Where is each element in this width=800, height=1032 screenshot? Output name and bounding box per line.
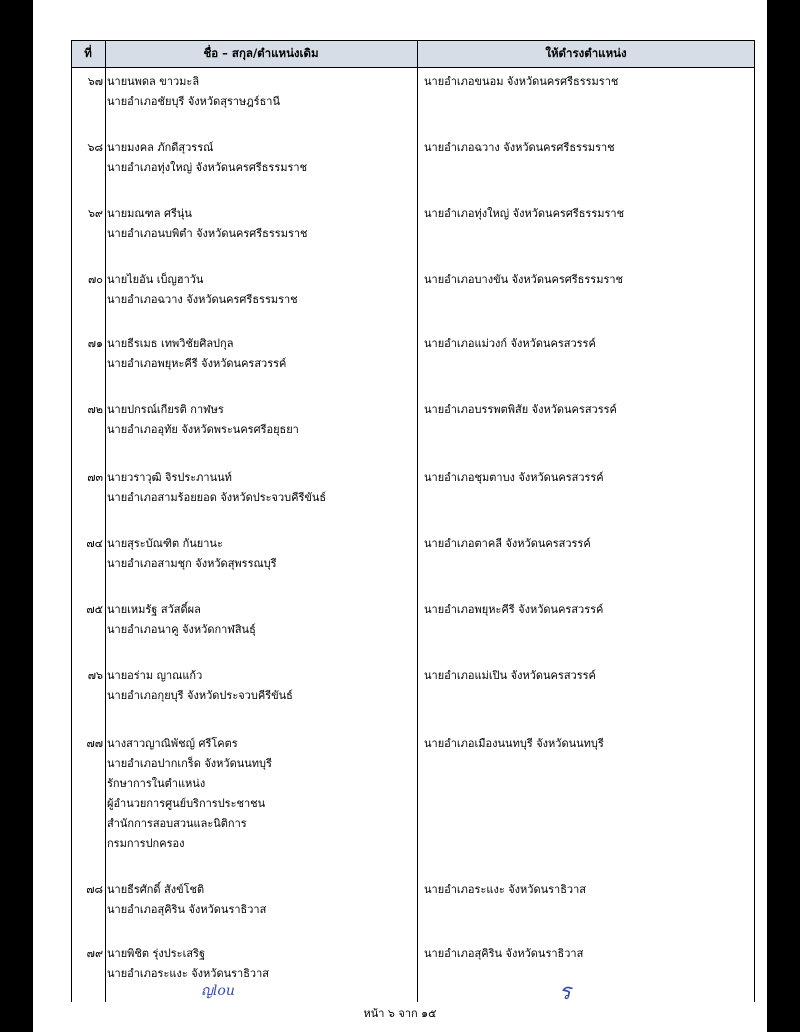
- row-number: ๗๐: [88, 273, 103, 286]
- name-cell: [107, 944, 417, 984]
- name-line: นายสุระบัณฑิต กันยานะ: [107, 537, 223, 550]
- table-right-border: [754, 40, 755, 1002]
- name-line: นายอร่าม ญาณแก้ว: [107, 669, 203, 682]
- name-line: นายอำเภอนาคู จังหวัดกาฬสินธุ์: [107, 623, 256, 636]
- name-line: นายอำเภอชัยบุรี จังหวัดสุราษฎร์ธานี: [107, 95, 280, 108]
- row-number: ๗๑: [87, 337, 103, 350]
- table-top-border: [71, 40, 755, 41]
- name-line: นายมณฑล ศรีนุ่น: [107, 207, 192, 220]
- name-cell: [107, 534, 417, 574]
- document-page: [33, 0, 767, 1032]
- new-position-cell: นายอำเภอสุคิริน จังหวัดนราธิวาส: [424, 947, 584, 960]
- name-line: นายมงคล ภักดีสุวรรณ์: [107, 141, 214, 154]
- table-header: [71, 40, 755, 67]
- name-cell: [107, 666, 417, 706]
- name-line: นายพิชิต รุ่งประเสริฐ: [107, 947, 206, 960]
- table: [71, 40, 755, 1005]
- name-line: นายเหมรัฐ สวัสดิ์ผล: [107, 603, 201, 616]
- name-line: นายอำเภอสามร้อยยอด จังหวัดประจวบคีรีขันธ์: [107, 491, 327, 504]
- name-cell: [107, 334, 417, 374]
- name-cell: [107, 400, 417, 440]
- row-number: ๗๔: [86, 537, 103, 550]
- row-number: ๖๘: [87, 141, 103, 154]
- name-line: นายอำเภอระแงะ จังหวัดนราธิวาส: [107, 967, 269, 980]
- name-line: นายอำเภอฉวาง จังหวัดนครศรีธรรมราช: [107, 293, 298, 306]
- name-line: ผู้อำนวยการศูนย์บริการประชาชน: [107, 797, 266, 810]
- page-number: หน้า ๖ จาก ๑๕: [363, 1007, 437, 1020]
- name-line: นายอำเภอทุ่งใหญ่ จังหวัดนครศรีธรรมราช: [107, 161, 308, 174]
- name-line: นายอำเภอปากเกร็ด จังหวัดนนทบุรี: [107, 757, 272, 770]
- new-position-cell: นายอำเภอพยุหะคีรี จังหวัดนครสวรรค์: [424, 603, 604, 616]
- col-divider-1: [105, 40, 106, 1002]
- name-line: นายไยอัน เบ็ญฮาวัน: [107, 273, 204, 286]
- name-cell: [107, 204, 417, 244]
- name-line: นายอำเภออุทัย จังหวัดพระนครศรีอยุธยา: [107, 423, 299, 436]
- new-position-cell: นายอำเภอทุ่งใหญ่ จังหวัดนครศรีธรรมราช: [424, 207, 625, 220]
- row-number: ๖๙: [87, 207, 103, 220]
- name-line: นายอำเภอกุยบุรี จังหวัดประจวบคีรีขันธ์: [107, 689, 293, 702]
- row-number: ๗๒: [87, 403, 103, 416]
- row-number: ๖๗: [87, 75, 103, 88]
- name-line: นายปกรณ์เกียรติ กาฬษร: [107, 403, 224, 416]
- name-line: รักษาการในตำแหน่ง: [107, 777, 206, 790]
- row-number: ๗๖: [87, 669, 103, 682]
- name-line: นายนพดล ขาวมะลิ: [107, 75, 200, 88]
- new-position-cell: นายอำเภอฉวาง จังหวัดนครศรีธรรมราช: [424, 141, 615, 154]
- row-number: ๗๙: [86, 947, 103, 960]
- header-new-position: ให้ดำรงตำแหน่ง: [545, 46, 627, 60]
- name-line: นายอำเภอสามชุก จังหวัดสุพรรณบุรี: [107, 557, 277, 570]
- new-position-cell: นายอำเภอเมืองนนทบุรี จังหวัดนนทบุรี: [424, 737, 604, 750]
- new-position-cell: นายอำเภอระแงะ จังหวัดนราธิวาส: [424, 883, 586, 896]
- name-line: กรมการปกครอง: [107, 837, 185, 850]
- row-number: ๗๗: [86, 737, 103, 750]
- row-number: ๗๕: [86, 603, 103, 616]
- col-divider-2: [417, 40, 418, 1002]
- new-position-cell: นายอำเภอแม่วงก์ จังหวัดนครสวรรค์: [424, 337, 596, 350]
- name-line: นายอำเภอสุคิริน จังหวัดนราธิวาส: [107, 903, 267, 916]
- header-name: ชื่อ – สกุล/ตำแหน่งเดิม: [203, 46, 319, 60]
- name-line: นางสาวญาณิพัชญ์ ศรีโคตร: [107, 737, 238, 750]
- name-line: นายอำเภอนบพิตำ จังหวัดนครศรีธรรมราช: [107, 227, 308, 240]
- name-cell: [107, 734, 417, 854]
- new-position-cell: นายอำเภอขนอม จังหวัดนครศรีธรรมราช: [424, 75, 619, 88]
- name-cell: [107, 880, 417, 920]
- new-position-cell: นายอำเภอแม่เปิน จังหวัดนครสวรรค์: [424, 669, 596, 682]
- name-cell: [107, 270, 417, 310]
- name-cell: [107, 468, 417, 508]
- name-line: นายอำเภอพยุหะคีรี จังหวัดนครสวรรค์: [107, 357, 287, 370]
- row-number: ๗๘: [86, 883, 103, 896]
- new-position-cell: นายอำเภอชุมตาบง จังหวัดนครสวรรค์: [424, 471, 604, 484]
- name-line: สำนักการสอบสวนและนิติการ: [107, 817, 247, 830]
- row-number: ๗๓: [87, 471, 103, 484]
- name-line: นายธีรศักดิ์ สังข์โชติ: [107, 883, 205, 896]
- new-position-cell: นายอำเภอบรรพตพิสัย จังหวัดนครสวรรค์: [424, 403, 617, 416]
- name-cell: [107, 138, 417, 178]
- name-cell: [107, 72, 417, 112]
- name-line: นายธีรเมธ เทพวิชัยศิลปกุล: [107, 337, 234, 350]
- name-line: นายวราวุฒิ จิรประภานนท์: [107, 471, 232, 484]
- signature-right: ร: [559, 980, 571, 1005]
- name-cell: [107, 600, 417, 640]
- new-position-cell: นายอำเภอตาคลี จังหวัดนครสวรรค์: [424, 537, 591, 550]
- signature-left: ญlou: [201, 983, 235, 999]
- header-no: ที่: [84, 46, 92, 60]
- table-left-border: [71, 40, 72, 1002]
- header-bottom-border: [71, 67, 755, 68]
- new-position-cell: นายอำเภอบางขัน จังหวัดนครศรีธรรมราช: [424, 273, 624, 286]
